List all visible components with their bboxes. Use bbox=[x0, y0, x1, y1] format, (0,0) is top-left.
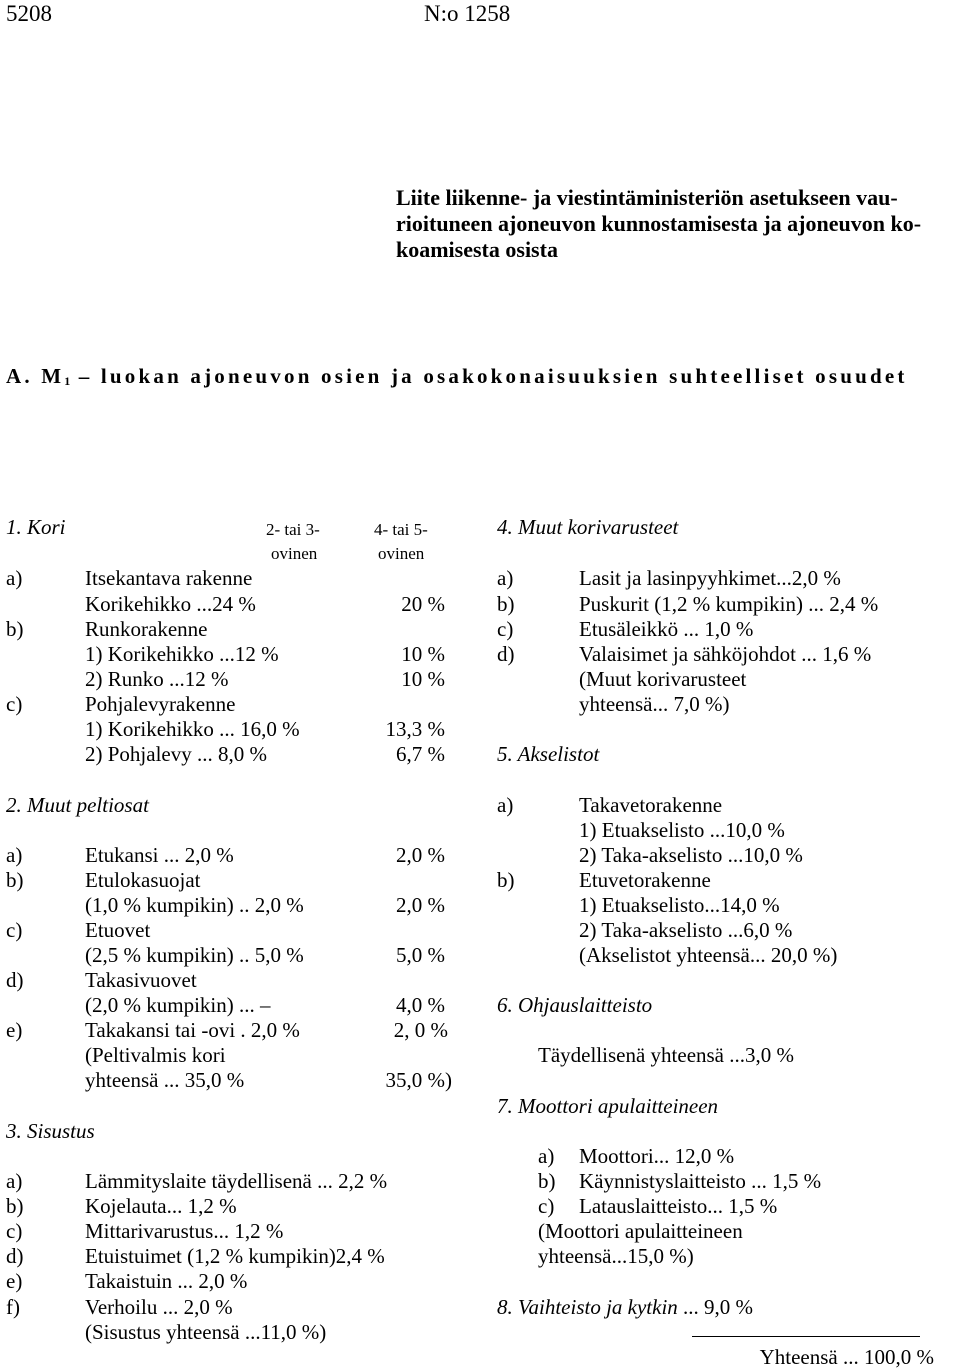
akselistot-b-label: b) bbox=[497, 868, 515, 892]
kori-col1-head: 2- tai 3- bbox=[266, 520, 320, 539]
moottori-total-2: yhteensä...15,0 %) bbox=[538, 1244, 694, 1268]
moottori-heading: 7. Moottori apulaitteineen bbox=[497, 1094, 719, 1118]
sisustus-e: Takaistuin ... 2,0 % bbox=[85, 1269, 248, 1293]
sisustus-c: Mittarivarustus... 1,2 % bbox=[85, 1219, 284, 1243]
kori-b2: 2) Runko ...12 % bbox=[85, 667, 229, 691]
peltiosat-b: Etulokasuojat bbox=[85, 868, 201, 892]
korivarusteet-b: Puskurit (1,2 % kumpikin) ... 2,4 % bbox=[579, 592, 879, 616]
peltiosat-total-value: 35,0 %) bbox=[385, 1068, 452, 1092]
peltiosat-c-label: c) bbox=[6, 918, 23, 942]
sisustus-b-label: b) bbox=[6, 1194, 24, 1218]
korivarusteet-a-label: a) bbox=[497, 566, 514, 590]
kori-a1: Korikehikko ...24 % bbox=[85, 592, 256, 616]
korivarusteet-total-1: (Muut korivarusteet bbox=[579, 667, 747, 691]
akselistot-b: Etuvetorakenne bbox=[579, 868, 711, 892]
section-prefix: A. M bbox=[6, 364, 65, 388]
title-line-1: Liite liikenne- ja viestintäministeriön asetukseen vau- bbox=[396, 185, 898, 210]
akselistot-heading: 5. Akselistot bbox=[497, 742, 600, 766]
sisustus-c-label: c) bbox=[6, 1219, 23, 1243]
moottori-a-label: a) bbox=[538, 1144, 555, 1168]
sisustus-e-label: e) bbox=[6, 1269, 23, 1293]
moottori-total-1: (Moottori apulaitteineen bbox=[538, 1219, 743, 1243]
korivarusteet-c-label: c) bbox=[497, 617, 514, 641]
korivarusteet-d-label: d) bbox=[497, 642, 515, 666]
sisustus-a: Lämmityslaite täydellisenä ... 2,2 % bbox=[85, 1169, 388, 1193]
moottori-a: Moottori... 12,0 % bbox=[579, 1144, 735, 1168]
kori-b-text: Runkorakenne bbox=[85, 617, 208, 641]
kori-b-label: b) bbox=[6, 617, 24, 641]
moottori-b: Käynnistyslaitteisto ... 1,5 % bbox=[579, 1169, 822, 1193]
vaihteisto-heading: 8. Vaihteisto ja kytkin bbox=[497, 1295, 678, 1319]
peltiosat-a-value: 2,0 % bbox=[396, 843, 445, 867]
akselistot-b1: 1) Etuakselisto...14,0 % bbox=[579, 893, 780, 917]
kori-a-label: a) bbox=[6, 566, 23, 590]
kori-c2-value: 6,7 % bbox=[396, 742, 445, 766]
korivarusteet-total-2: yhteensä... 7,0 %) bbox=[579, 692, 730, 716]
peltiosat-b2: (1,0 % kumpikin) .. 2,0 % bbox=[85, 893, 304, 917]
peltiosat-heading: 2. Muut peltiosat bbox=[6, 793, 149, 817]
kori-col1-head-2: ovinen bbox=[271, 544, 318, 563]
total-divider bbox=[692, 1336, 920, 1337]
korivarusteet-d: Valaisimet ja sähköjohdot ... 1,6 % bbox=[579, 642, 872, 666]
title-line-2: rioituneen ajoneuvon kunnostamisesta ja ajoneuvon ko- bbox=[396, 211, 922, 236]
kori-b1: 1) Korikehikko ...12 % bbox=[85, 642, 279, 666]
peltiosat-d: Takasivuovet bbox=[85, 968, 197, 992]
moottori-b-label: b) bbox=[538, 1169, 556, 1193]
peltiosat-d-value: 4,0 % bbox=[396, 993, 445, 1017]
kori-c1: 1) Korikehikko ... 16,0 % bbox=[85, 717, 300, 741]
peltiosat-e-label: e) bbox=[6, 1018, 23, 1042]
moottori-c: Latauslaitteisto... 1,5 % bbox=[579, 1194, 778, 1218]
kori-c-text: Pohjalevyrakenne bbox=[85, 692, 236, 716]
akselistot-a: Takavetorakenne bbox=[579, 793, 723, 817]
peltiosat-d-label: d) bbox=[6, 968, 24, 992]
peltiosat-a-label: a) bbox=[6, 843, 23, 867]
akselistot-total: (Akselistot yhteensä... 20,0 %) bbox=[579, 943, 838, 967]
kori-a1-value: 20 % bbox=[401, 592, 445, 616]
section-title bbox=[6, 364, 908, 393]
peltiosat-e-value: 2, 0 % bbox=[393, 1018, 448, 1042]
peltiosat-total-2: yhteensä ... 35,0 % bbox=[85, 1068, 245, 1092]
kori-b1-value: 10 % bbox=[401, 642, 445, 666]
sisustus-f: Verhoilu ... 2,0 % bbox=[85, 1295, 233, 1319]
peltiosat-total-1: (Peltivalmis kori bbox=[85, 1043, 226, 1067]
grand-total: Yhteensä ... 100,0 % bbox=[759, 1345, 934, 1369]
kori-c-label: c) bbox=[6, 692, 23, 716]
vaihteisto-value: ... 9,0 % bbox=[683, 1295, 754, 1319]
sisustus-d-label: d) bbox=[6, 1244, 24, 1268]
korivarusteet-heading: 4. Muut korivarusteet bbox=[497, 515, 679, 539]
korivarusteet-a: Lasit ja lasinpyyhkimet...2,0 % bbox=[579, 566, 841, 590]
kori-c2: 2) Pohjalevy ... 8,0 % bbox=[85, 742, 267, 766]
sisustus-heading: 3. Sisustus bbox=[6, 1119, 95, 1143]
sisustus-a-label: a) bbox=[6, 1169, 23, 1193]
page-number: 5208 bbox=[6, 1, 52, 26]
sisustus-total: (Sisustus yhteensä ...11,0 %) bbox=[85, 1320, 327, 1344]
kori-heading: 1. Kori bbox=[6, 515, 66, 539]
peltiosat-c-value: 5,0 % bbox=[396, 943, 445, 967]
korivarusteet-c: Etusäleikkö ... 1,0 % bbox=[579, 617, 754, 641]
korivarusteet-b-label: b) bbox=[497, 592, 515, 616]
sisustus-f-label: f) bbox=[6, 1295, 20, 1319]
peltiosat-c2: (2,5 % kumpikin) .. 5,0 % bbox=[85, 943, 304, 967]
peltiosat-e: Takakansi tai -ovi . 2,0 % bbox=[85, 1018, 300, 1042]
vaihteisto-line bbox=[497, 1295, 753, 1319]
peltiosat-b-value: 2,0 % bbox=[396, 893, 445, 917]
peltiosat-d2: (2,0 % kumpikin) ... – bbox=[85, 993, 271, 1017]
moottori-c-label: c) bbox=[538, 1194, 555, 1218]
kori-c1-value: 13,3 % bbox=[385, 717, 445, 741]
peltiosat-a: Etukansi ... 2,0 % bbox=[85, 843, 234, 867]
sisustus-b: Kojelauta... 1,2 % bbox=[85, 1194, 237, 1218]
sisustus-d: Etuistuimet (1,2 % kumpikin)2,4 % bbox=[85, 1244, 385, 1268]
issue-number: N:o 1258 bbox=[424, 1, 511, 26]
ohjaus-heading: 6. Ohjauslaitteisto bbox=[497, 993, 653, 1017]
akselistot-a1: 1) Etuakselisto ...10,0 % bbox=[579, 818, 785, 842]
kori-a-text: Itsekantava rakenne bbox=[85, 566, 253, 590]
peltiosat-c: Etuovet bbox=[85, 918, 151, 942]
kori-b2-value: 10 % bbox=[401, 667, 445, 691]
section-subscript: 1 bbox=[64, 374, 71, 388]
akselistot-a2: 2) Taka-akselisto ...10,0 % bbox=[579, 843, 803, 867]
akselistot-b2: 2) Taka-akselisto ...6,0 % bbox=[579, 918, 793, 942]
akselistot-a-label: a) bbox=[497, 793, 514, 817]
peltiosat-b-label: b) bbox=[6, 868, 24, 892]
ohjaus-total: Täydellisenä yhteensä ...3,0 % bbox=[538, 1043, 794, 1067]
kori-col2-head: 4- tai 5- bbox=[374, 520, 428, 539]
section-rest: – luokan ajoneuvon osien ja osakokonaisuuksien suhteelliset osuudet bbox=[70, 364, 908, 388]
kori-col2-head-2: ovinen bbox=[378, 544, 425, 563]
title-line-3: koamisesta osista bbox=[396, 237, 558, 262]
